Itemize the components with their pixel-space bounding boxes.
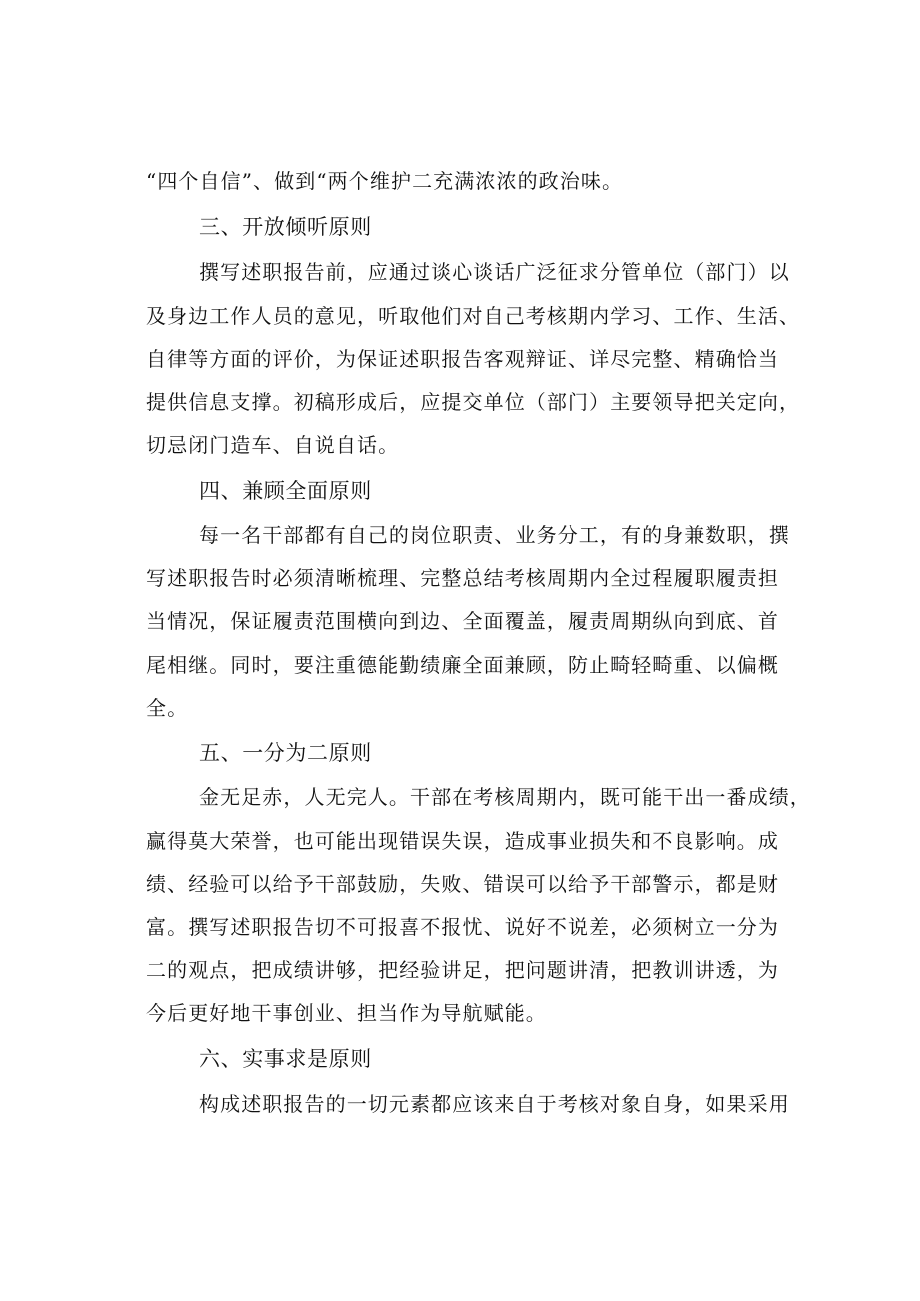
- section-heading: 四、兼顾全面原则: [199, 479, 372, 503]
- section-heading: 三、开放倾听原则: [199, 215, 372, 239]
- paragraph-line: 构成述职报告的一切元素都应该来自于考核对象自身，如果采用: [199, 1092, 790, 1116]
- paragraph-line: 二的观点，把成绩讲够，把经验讲足，把问题讲清，把教训讲透，为: [146, 958, 779, 982]
- paragraph-line: 富。撰写述职报告切不可报喜不报忧、说好不说差，必须树立一分为: [146, 915, 779, 939]
- section-heading: 五、一分为二原则: [199, 741, 372, 765]
- paragraph-line: 今后更好地干事创业、担当作为导航赋能。: [146, 1001, 547, 1025]
- section-heading: 六、实事求是原则: [199, 1047, 372, 1071]
- paragraph-line: “四个自信”、做到“两个维护二充满浓浓的政治味。: [146, 169, 624, 193]
- paragraph-line: 每一名干部都有自己的岗位职责、业务分工，有的身兼数职，撰: [199, 523, 790, 547]
- paragraph-line: 当情况，保证履责范围横向到边、全面覆盖，履责周期纵向到底、首: [146, 609, 779, 633]
- paragraph-line: 撰写述职报告前，应通过谈心谈话广泛征求分管单位（部门）以: [199, 260, 790, 284]
- paragraph-line: 绩、经验可以给予干部鼓励，失败、错误可以给予干部警示，都是财: [146, 872, 779, 896]
- paragraph-line: 金无足赤，人无完人。干部在考核周期内，既可能干出一番成绩，: [199, 785, 811, 809]
- paragraph-line: 切忌闭门造车、自说自话。: [146, 433, 400, 457]
- paragraph-line: 及身边工作人员的意见，听取他们对自己考核期内学习、工作、生活、: [146, 304, 801, 328]
- paragraph-line: 尾相继。同时，要注重德能勤绩廉全面兼顾，防止畸轻畸重、以偏概: [146, 653, 779, 677]
- paragraph-line: 写述职报告时必须清晰梳理、完整总结考核周期内全过程履职履责担: [146, 566, 779, 590]
- paragraph-line: 赢得莫大荣誉，也可能出现错误失误，造成事业损失和不良影响。成: [146, 829, 779, 853]
- paragraph-line: 自律等方面的评价，为保证述职报告客观辩证、详尽完整、精确恰当: [146, 347, 779, 371]
- paragraph-line: 全。: [146, 696, 189, 720]
- paragraph-line: 提供信息支撑。初稿形成后，应提交单位（部门）主要领导把关定向，: [146, 390, 801, 414]
